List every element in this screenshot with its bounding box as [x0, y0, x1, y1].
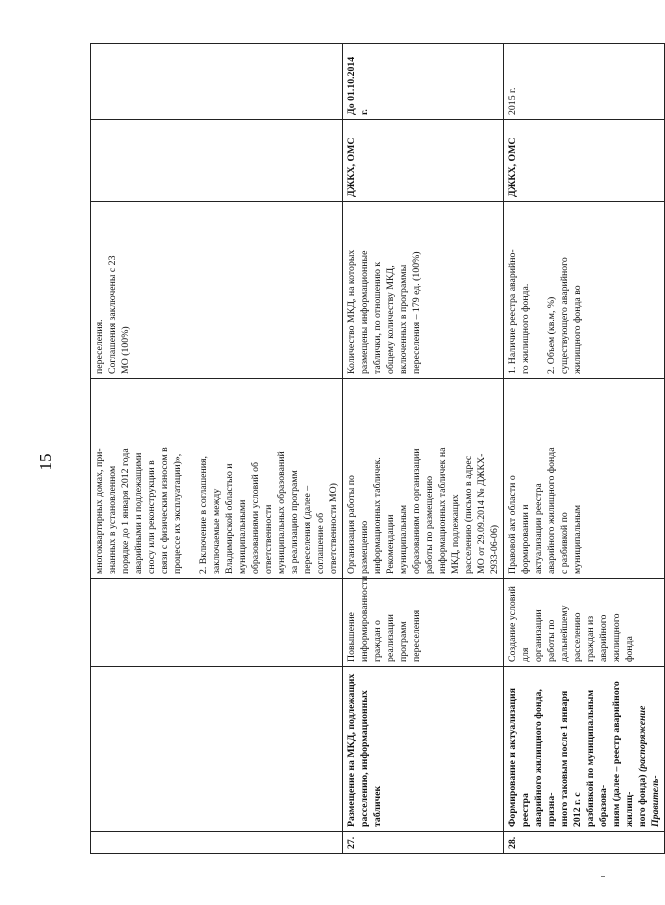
- text-line: ответственности МО): [328, 483, 339, 574]
- text-line: размещены информационные: [359, 250, 370, 374]
- text-line: аварийного жилищного фонда, призна-: [533, 689, 557, 827]
- text-line: 2. Включение в соглашения,: [198, 456, 209, 574]
- name-last-plain: ного фонда): [637, 772, 648, 827]
- text-line: го жилищного фонда.: [520, 283, 531, 374]
- text-line: общему количеству МКД,: [385, 265, 396, 374]
- row-number: 27.: [343, 832, 504, 854]
- text-line: г.: [359, 109, 370, 115]
- text-line: переселения (далее –: [302, 485, 313, 574]
- text-line: Повышение: [346, 612, 357, 662]
- cell-goal: [343, 575, 504, 667]
- text-line: Правовой акт области о: [507, 475, 518, 574]
- text-line: Владимирской областью и: [224, 463, 235, 574]
- cell-executor: [91, 120, 343, 202]
- cell-indicators: [504, 202, 665, 379]
- text-line: Размещение на МКД, подлежащих: [346, 673, 357, 827]
- text-line: расселению (письмо в адрес: [463, 455, 474, 574]
- text-line: процессе их эксплуатации)»,: [172, 453, 183, 574]
- cell-activities: [504, 379, 665, 579]
- text-line: многоквартирных домах, при-: [94, 448, 105, 574]
- text-line: Рекомендации: [385, 514, 396, 574]
- table-row-27: [343, 44, 504, 854]
- text-line: Соглашения заключены с 23: [107, 255, 118, 374]
- text-line: заключаемые между: [211, 488, 222, 574]
- activities-text: [506, 383, 584, 574]
- text-line: муниципальным: [398, 504, 409, 574]
- name-last-italic: (распоряжение Правитель-: [637, 705, 661, 827]
- text-line: расселению граждан из: [572, 612, 596, 662]
- table-row-continuation: [91, 44, 343, 854]
- text-line: знанных в установленном: [107, 465, 118, 574]
- text-line: за реализацию программ: [289, 470, 300, 574]
- row-number: 28.: [504, 832, 665, 854]
- text-line: аварийного жилищного фонда: [546, 447, 557, 574]
- cell-name: [91, 667, 343, 832]
- cell-goal: [504, 579, 665, 667]
- text-line: включенных в программы: [398, 264, 409, 374]
- text-line: связи с физическим износом в: [159, 447, 170, 574]
- text-line: аварийного жилищного: [598, 613, 622, 662]
- activities-text: [345, 383, 501, 574]
- text-line: организации работы по: [533, 609, 557, 662]
- text-line: ниям (далее – реестр аварийного жилищ-: [611, 681, 635, 827]
- text-line: [184, 383, 197, 574]
- name-text: [506, 671, 662, 827]
- text-line: переселения.: [94, 319, 105, 374]
- text-line: муниципальным: [572, 504, 583, 574]
- text-line: аварийными и подлежащими: [133, 452, 144, 574]
- cell-name: [343, 667, 504, 832]
- text-line: Организация работы по: [346, 475, 357, 574]
- text-line: МО от 29.09.2014 № ДЖКХ-: [476, 453, 487, 574]
- cell-num: [91, 832, 343, 854]
- cell-name: [504, 667, 665, 832]
- text-line: переселения – 179 ед. (100%): [411, 251, 422, 374]
- text-line: разбивкой по муниципальным образова-: [585, 689, 609, 827]
- text-line: 1. Наличие реестра аварийно-: [507, 249, 518, 374]
- indicators-text: [93, 206, 132, 374]
- text-line: информированности: [359, 575, 370, 662]
- text-line: 2. Объем (кв.м, %): [546, 296, 557, 374]
- cell-indicators: [91, 202, 343, 379]
- text-line: ответственности: [263, 504, 274, 574]
- text-line: Количество МКД, на которых: [346, 249, 357, 374]
- cell-executor: ДЖКХ, ОМС: [343, 120, 504, 202]
- text-line: муниципальными: [237, 499, 248, 574]
- indicators-text-a: [506, 206, 532, 374]
- text-line: образованиями условий об: [250, 461, 261, 574]
- text-line: существующего аварийного: [559, 257, 570, 374]
- text-line: муниципальных образований: [276, 451, 287, 574]
- term-text: [345, 48, 371, 115]
- text-line: 2933-06-06): [489, 525, 500, 574]
- text-line: МКД, подлежащих: [450, 494, 461, 574]
- text-line: с разбивкой по: [559, 512, 570, 574]
- goal-text: [345, 575, 423, 662]
- text-line: информационных табличек на: [437, 447, 448, 574]
- text-line: формировании и: [520, 504, 531, 574]
- text-line: нного таковым после 1 января 2012 г. с: [559, 690, 583, 827]
- page-number: 15: [36, 453, 55, 471]
- text-line: соглашение об: [315, 512, 326, 574]
- text-line: актуализации реестра: [533, 483, 544, 574]
- activities-text: [93, 383, 340, 574]
- text-line: расселению, информационных табличек: [359, 690, 383, 827]
- text-line: жилищного фонда во: [572, 285, 583, 374]
- cell-executor: ДЖКХ, ОМС: [504, 120, 665, 202]
- cell-indicators: [343, 202, 504, 379]
- cell-term: [343, 44, 504, 120]
- text-line: дальнейшему: [559, 605, 570, 662]
- indicators-text-b: [545, 206, 584, 374]
- goal-text: [506, 583, 636, 662]
- text-line: размещению: [359, 520, 370, 574]
- text-line: работы по размещению: [424, 475, 435, 574]
- text-line: Создание условий для: [507, 586, 531, 662]
- text-line: Формирование и актуализация реестра: [507, 688, 531, 827]
- text-line: программ переселения: [398, 609, 422, 662]
- cell-term: [91, 44, 343, 120]
- cell-activities: [343, 379, 504, 579]
- text-line: сносу или реконструкции в: [146, 460, 157, 574]
- text-line: таблички, по отношению к: [372, 261, 383, 374]
- cell-activities: [91, 379, 343, 579]
- indicators-gap: [532, 206, 545, 374]
- cell-goal: [91, 579, 343, 667]
- name-text: [345, 671, 384, 827]
- text-line: граждан о реализации: [372, 614, 396, 662]
- text-line: фонда: [624, 636, 635, 662]
- plan-table: [90, 43, 665, 854]
- text-line: МО (100%): [120, 326, 131, 374]
- text-line: образованиям по организации: [411, 448, 422, 574]
- name-last-line: [636, 671, 662, 827]
- text-line: порядке до 1 января 2012 года: [120, 448, 131, 574]
- cell-term: 2015 г.: [504, 44, 665, 120]
- indicators-text: [345, 206, 423, 374]
- text-line: информационных табличек.: [372, 457, 383, 574]
- rotated-table-wrapper: [90, 44, 661, 854]
- table-row-28: [504, 44, 665, 854]
- scan-mark: [601, 876, 605, 877]
- text-line: До 01.10.2014: [346, 56, 357, 115]
